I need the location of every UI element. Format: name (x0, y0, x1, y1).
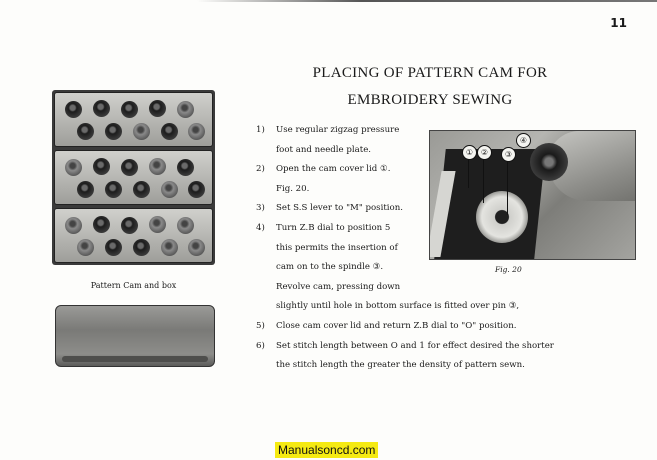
pattern-cam (149, 216, 166, 233)
leader-line (507, 160, 508, 215)
pattern-cam (133, 181, 150, 198)
pattern-cam (93, 158, 110, 175)
step-text: Turn Z.B dial to position 5 (276, 222, 391, 233)
step-text: cam on to the spindle ③. (276, 262, 384, 273)
pattern-cam (133, 123, 150, 140)
step-5 (256, 317, 626, 337)
step-text: Open the cam cover lid ①. (276, 164, 391, 175)
fig-20-caption: Fig. 20 (495, 265, 522, 274)
pattern-cam-box-photo (52, 90, 215, 265)
pattern-cam (65, 101, 82, 118)
pattern-cam (121, 101, 138, 118)
pattern-cam (105, 181, 122, 198)
pattern-cam (177, 217, 194, 234)
step-number: 5) (256, 320, 265, 331)
pattern-cam (188, 123, 205, 140)
marker-3: ③ (501, 147, 516, 162)
step-text: Fig. 20. (276, 183, 310, 194)
pattern-cam-box-caption: Pattern Cam and box (90, 281, 177, 290)
step-text: this permits the insertion of (276, 242, 398, 253)
pattern-cam (161, 239, 178, 256)
step-text: Close cam cover lid and return Z.B dial to "O" position. (276, 320, 517, 331)
cam-box-lid-photo (55, 305, 215, 367)
pattern-cam (121, 217, 138, 234)
pattern-cam (77, 123, 94, 140)
step-number: 3) (256, 203, 265, 214)
step-number: 4) (256, 222, 265, 233)
leader-line (468, 158, 469, 188)
pattern-cam (149, 100, 166, 117)
page-title-line-2: EMBROIDERY SEWING (347, 92, 513, 108)
pattern-cam (177, 101, 194, 118)
page-number: 11 (610, 16, 627, 30)
cam-tray (54, 208, 213, 263)
cam-tray (54, 150, 213, 205)
step-text: slightly until hole in bottom surface is fitted over pin ③, (276, 301, 520, 312)
step-text: foot and needle plate. (276, 144, 372, 155)
pattern-cam (93, 216, 110, 233)
step-6 (256, 337, 626, 376)
pattern-cam (188, 181, 205, 198)
marker-4: ④ (516, 133, 531, 148)
step-text: Set S.S lever to "M" position. (276, 203, 403, 214)
pattern-cam (105, 239, 122, 256)
step-number: 1) (256, 125, 265, 135)
pattern-cam (77, 239, 94, 256)
pattern-cam (149, 158, 166, 175)
pattern-cam (65, 217, 82, 234)
pattern-cam (121, 159, 138, 176)
pattern-cam (188, 239, 205, 256)
step-number: 6) (256, 340, 265, 351)
leader-line (483, 158, 484, 203)
step-text: Set stitch length between O and 1 for effect desired the shorter (276, 340, 554, 351)
cam-tray (54, 92, 213, 147)
page-title-line-1: PLACING OF PATTERN CAM FOR (312, 65, 548, 81)
step-text: Revolve cam, pressing down (276, 281, 401, 292)
marker-1: ① (462, 145, 477, 160)
pattern-cam (133, 239, 150, 256)
marker-2: ② (477, 145, 492, 160)
pattern-cam (77, 181, 94, 198)
pattern-cam (161, 123, 178, 140)
pattern-cam (93, 100, 110, 117)
pattern-cam (65, 159, 82, 176)
step-text: Use regular zigzag pressure (276, 125, 400, 135)
pattern-cam (161, 181, 178, 198)
pattern-cam (105, 123, 122, 140)
step-text: the stitch length the greater the density of pattern sewn. (276, 360, 525, 371)
step-number: 2) (256, 164, 265, 175)
watermark-link[interactable]: Manualsoncd.com (275, 442, 378, 458)
fig-20-photo (429, 130, 636, 260)
pattern-cam (177, 159, 194, 176)
pattern-cam (530, 143, 568, 181)
top-rule (0, 0, 657, 2)
